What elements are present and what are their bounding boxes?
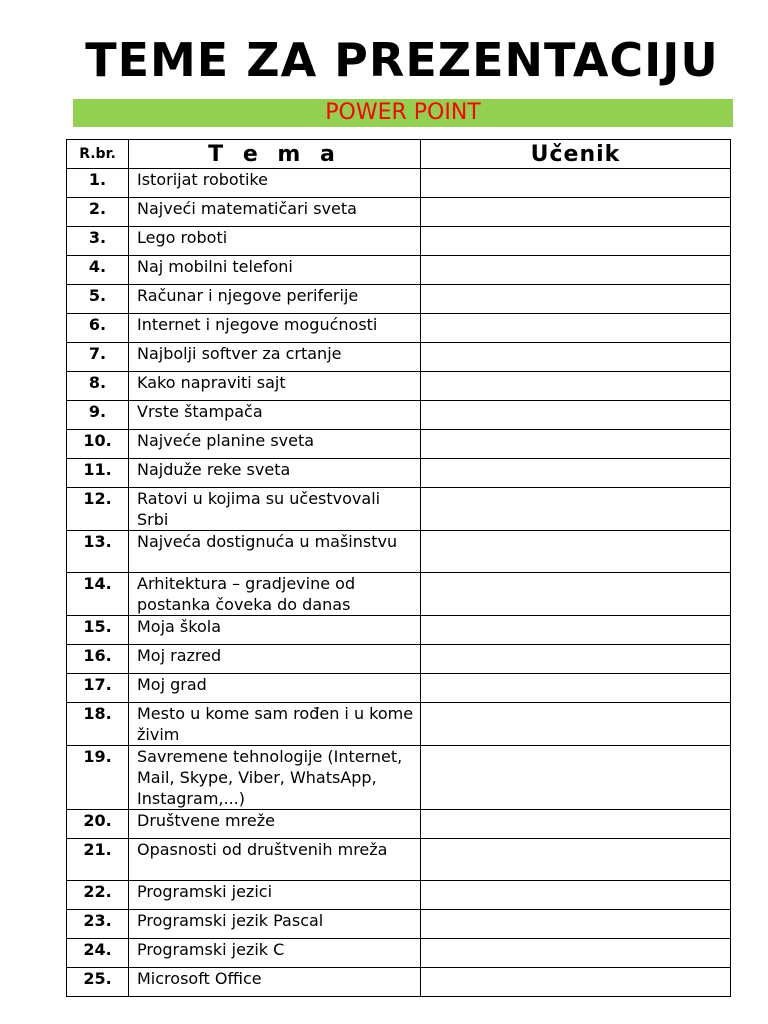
row-topic: Naj mobilni telefoni — [129, 256, 421, 285]
table-row — [67, 314, 731, 343]
row-number: 22. — [67, 881, 129, 910]
row-topic: Moj razred — [129, 645, 421, 674]
row-topic: Vrste štampača — [129, 401, 421, 430]
row-number: 20. — [67, 810, 129, 839]
row-student — [421, 314, 731, 343]
row-topic: Društvene mreže — [129, 810, 421, 839]
row-topic: Istorijat robotike — [129, 169, 421, 198]
row-student — [421, 810, 731, 839]
table-row — [67, 939, 731, 968]
row-number: 15. — [67, 616, 129, 645]
row-topic: Moja škola — [129, 616, 421, 645]
table-row — [67, 285, 731, 314]
table-row — [67, 401, 731, 430]
row-number: 9. — [67, 401, 129, 430]
row-number: 6. — [67, 314, 129, 343]
row-number: 13. — [67, 531, 129, 573]
table-row — [67, 256, 731, 285]
row-topic: Najveće planine sveta — [129, 430, 421, 459]
row-student — [421, 531, 731, 573]
table-row — [67, 881, 731, 910]
row-number: 2. — [67, 198, 129, 227]
row-topic: Kako napraviti sajt — [129, 372, 421, 401]
row-topic: Microsoft Office — [129, 968, 421, 997]
row-number: 16. — [67, 645, 129, 674]
table-row — [67, 616, 731, 645]
row-number: 17. — [67, 674, 129, 703]
row-number: 25. — [67, 968, 129, 997]
table-row — [67, 839, 731, 881]
row-student — [421, 430, 731, 459]
row-number: 19. — [67, 746, 129, 810]
row-topic: Najveća dostignuća u mašinstvu — [129, 531, 421, 573]
table-row — [67, 674, 731, 703]
row-topic: Internet i njegove mogućnosti — [129, 314, 421, 343]
table-row — [67, 573, 731, 616]
row-student — [421, 401, 731, 430]
table-row — [67, 746, 731, 810]
table-row — [67, 645, 731, 674]
row-student — [421, 285, 731, 314]
row-student — [421, 910, 731, 939]
row-topic: Lego roboti — [129, 227, 421, 256]
row-student — [421, 968, 731, 997]
row-number: 4. — [67, 256, 129, 285]
table-row — [67, 430, 731, 459]
table-row — [67, 703, 731, 746]
row-topic: Mesto u kome sam rođen i u kome živim — [129, 703, 421, 746]
row-student — [421, 939, 731, 968]
row-number: 23. — [67, 910, 129, 939]
row-number: 10. — [67, 430, 129, 459]
table-row — [67, 968, 731, 997]
row-number: 18. — [67, 703, 129, 746]
table-row — [67, 227, 731, 256]
row-number: 1. — [67, 169, 129, 198]
row-number: 24. — [67, 939, 129, 968]
row-student — [421, 746, 731, 810]
row-topic: Najbolji softver za crtanje — [129, 343, 421, 372]
row-topic: Programski jezik Pascal — [129, 910, 421, 939]
page-title: TEME ZA PREZENTACIJU — [85, 33, 719, 87]
row-student — [421, 674, 731, 703]
row-topic: Programski jezici — [129, 881, 421, 910]
row-topic: Opasnosti od društvenih mreža — [129, 839, 421, 881]
row-topic: Moj grad — [129, 674, 421, 703]
row-number: 7. — [67, 343, 129, 372]
table-row — [67, 169, 731, 198]
table-row — [67, 910, 731, 939]
row-number: 3. — [67, 227, 129, 256]
row-student — [421, 488, 731, 531]
row-topic: Arhitektura – gradjevine od postanka čoveka do danas — [129, 573, 421, 616]
row-topic: Programski jezik C — [129, 939, 421, 968]
table-row — [67, 198, 731, 227]
row-topic: Najveći matematičari sveta — [129, 198, 421, 227]
topics-table — [66, 139, 731, 997]
row-number: 12. — [67, 488, 129, 531]
row-topic: Računar i njegove periferije — [129, 285, 421, 314]
row-student — [421, 703, 731, 746]
row-topic: Savremene tehnologije (Internet, Mail, Skype, Viber, WhatsApp, Instagram,...) — [129, 746, 421, 810]
row-number: 8. — [67, 372, 129, 401]
row-student — [421, 645, 731, 674]
row-number: 14. — [67, 573, 129, 616]
row-student — [421, 459, 731, 488]
row-topic: Najduže reke sveta — [129, 459, 421, 488]
row-student — [421, 227, 731, 256]
table-row — [67, 343, 731, 372]
row-number: 11. — [67, 459, 129, 488]
row-student — [421, 616, 731, 645]
subtitle-banner: POWER POINT — [73, 99, 733, 127]
row-student — [421, 343, 731, 372]
row-student — [421, 256, 731, 285]
row-number: 5. — [67, 285, 129, 314]
header-rbr: R.br. — [67, 140, 129, 169]
row-topic: Ratovi u kojima su učestvovali Srbi — [129, 488, 421, 531]
table-row — [67, 488, 731, 531]
row-student — [421, 372, 731, 401]
table-row — [67, 372, 731, 401]
table-row — [67, 531, 731, 573]
header-ucenik: Učenik — [421, 140, 731, 169]
row-student — [421, 881, 731, 910]
row-student — [421, 573, 731, 616]
row-number: 21. — [67, 839, 129, 881]
row-student — [421, 169, 731, 198]
row-student — [421, 198, 731, 227]
table-row — [67, 810, 731, 839]
table-row — [67, 459, 731, 488]
table-header-row — [67, 140, 731, 169]
header-tema: T e m a — [129, 140, 421, 169]
row-student — [421, 839, 731, 881]
